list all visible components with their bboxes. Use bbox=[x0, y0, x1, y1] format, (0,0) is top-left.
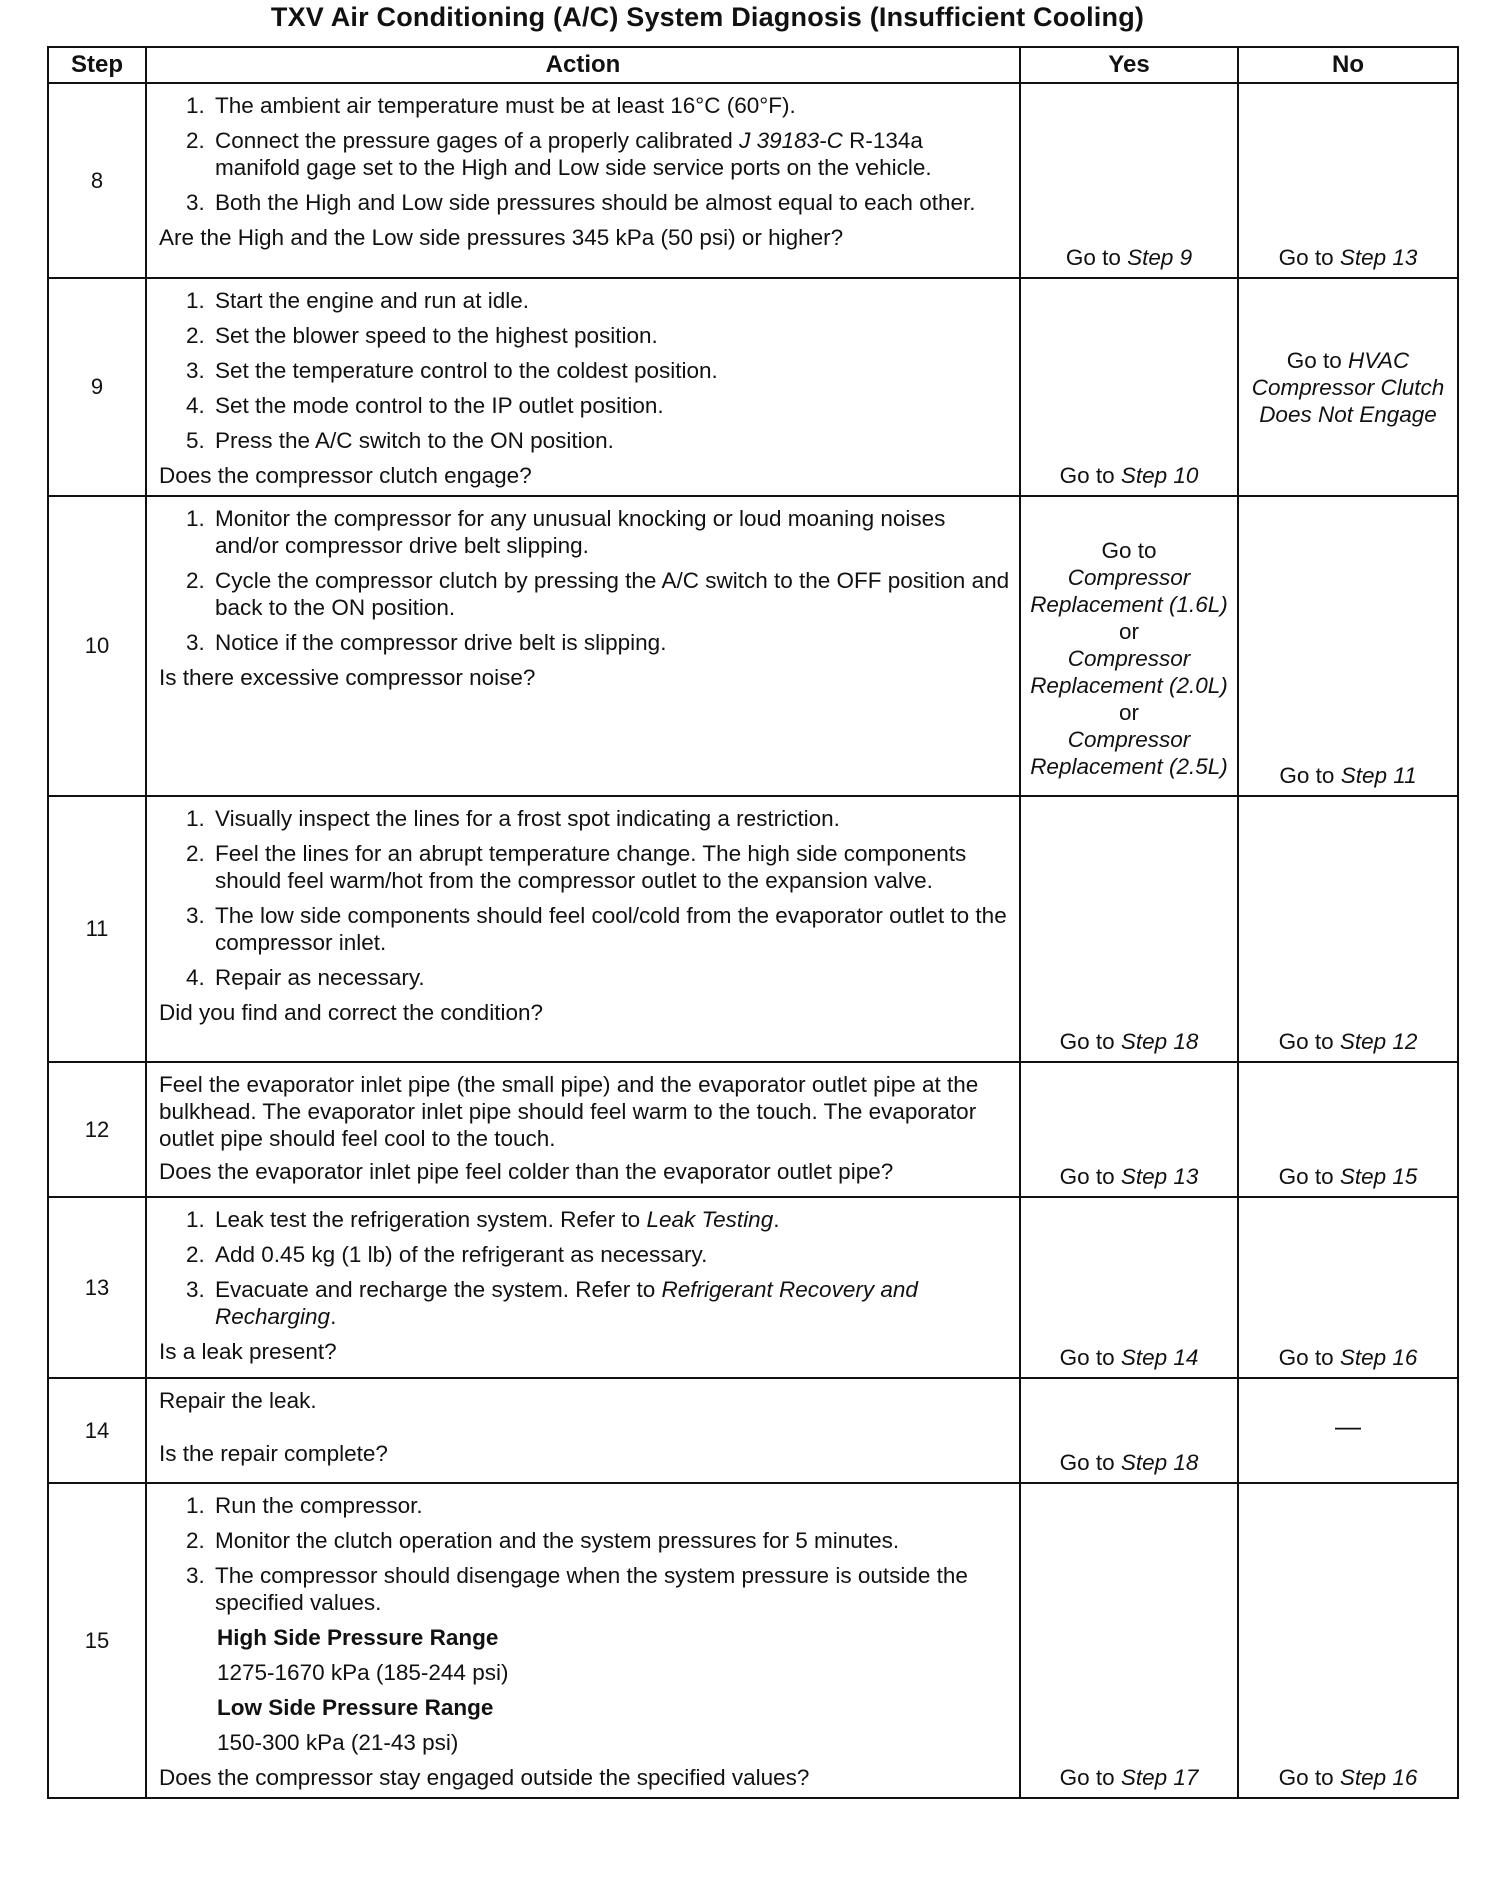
table-row bbox=[48, 1378, 1458, 1483]
list-item: 3. Evacuate and recharge the system. Refer to Refrigerant Recovery and Recharging. bbox=[211, 1276, 1013, 1330]
yes-cell: Go to Step 14 bbox=[1020, 1197, 1238, 1378]
low-side-label: Low Side Pressure Range bbox=[217, 1695, 494, 1720]
yes-cell: Go to Step 9 bbox=[1020, 83, 1238, 278]
procedure-link[interactable]: Compressor Replacement (1.6L) bbox=[1030, 565, 1228, 617]
table-row bbox=[48, 1483, 1458, 1798]
action-list bbox=[159, 505, 1013, 656]
action-cell bbox=[146, 83, 1020, 278]
question: Does the compressor stay engaged outside the specified values? bbox=[159, 1765, 810, 1790]
yes-cell: Go to Compressor Replacement (1.6L) or Compressor Replacement (2.0L) or Compressor Replacement (2.5L) bbox=[1020, 496, 1238, 796]
low-side-value: 150-300 kPa (21-43 psi) bbox=[217, 1730, 459, 1755]
list-item: 1. Run the compressor. bbox=[211, 1492, 1013, 1519]
yes-cell: Go to Step 18 bbox=[1020, 796, 1238, 1062]
step-link[interactable]: Step 15 bbox=[1339, 1164, 1418, 1189]
list-item: 2. Feel the lines for an abrupt temperature change. The high side components should feel warm/hot from the compressor outlet to the expansion valve. bbox=[211, 840, 1013, 894]
diagnosis-table bbox=[47, 46, 1459, 1799]
step-number: 8 bbox=[48, 83, 146, 278]
action-text: Repair the leak. bbox=[159, 1388, 317, 1413]
question: Is the repair complete? bbox=[159, 1441, 388, 1466]
procedure-link[interactable]: Compressor Replacement (2.5L) bbox=[1030, 727, 1228, 779]
table-row bbox=[48, 1062, 1458, 1197]
step-number: 14 bbox=[48, 1378, 146, 1483]
no-cell: Go to Step 12 bbox=[1238, 796, 1458, 1062]
list-item: 3. Notice if the compressor drive belt is slipping. bbox=[211, 629, 1013, 656]
question: Is a leak present? bbox=[159, 1339, 337, 1364]
step-number: 11 bbox=[48, 796, 146, 1062]
procedure-link[interactable]: Refrigerant Recovery and Recharging bbox=[215, 1277, 918, 1329]
list-item: 1. Monitor the compressor for any unusual knocking or loud moaning noises and/or compressor drive belt slipping. bbox=[211, 505, 1013, 559]
list-item: 1. Start the engine and run at idle. bbox=[211, 287, 1013, 314]
step-link[interactable]: Step 16 bbox=[1339, 1765, 1418, 1790]
step-link[interactable]: Step 18 bbox=[1120, 1029, 1199, 1054]
no-cell: Go to Step 11 bbox=[1238, 496, 1458, 796]
list-item: 3. The compressor should disengage when the system pressure is outside the specified values. bbox=[211, 1562, 1013, 1616]
step-number: 9 bbox=[48, 278, 146, 496]
list-item: 4. Repair as necessary. bbox=[211, 964, 1013, 991]
action-list bbox=[159, 805, 1013, 991]
list-item: 2. Connect the pressure gages of a properly calibrated J 39183-C R-134a manifold gage set to the High and Low side service ports on the vehicle. bbox=[211, 127, 1013, 181]
yes-cell: Go to Step 13 bbox=[1020, 1062, 1238, 1197]
action-cell bbox=[146, 278, 1020, 496]
step-link[interactable]: Step 13 bbox=[1120, 1164, 1199, 1189]
action-list bbox=[159, 1492, 1013, 1616]
not-applicable-dash: — bbox=[1335, 1411, 1361, 1441]
list-item: 1. Leak test the refrigeration system. Refer to Leak Testing. bbox=[211, 1206, 1013, 1233]
table-row bbox=[48, 796, 1458, 1062]
action-cell bbox=[146, 796, 1020, 1062]
question: Are the High and the Low side pressures 345 kPa (50 psi) or higher? bbox=[159, 225, 844, 250]
list-item: 3. The low side components should feel cool/cold from the evaporator outlet to the compressor inlet. bbox=[211, 902, 1013, 956]
list-item: 3. Set the temperature control to the coldest position. bbox=[211, 357, 1013, 384]
step-link[interactable]: Step 9 bbox=[1127, 245, 1193, 270]
list-item: 3. Both the High and Low side pressures should be almost equal to each other. bbox=[211, 189, 1013, 216]
action-cell bbox=[146, 1062, 1020, 1197]
step-number: 15 bbox=[48, 1483, 146, 1798]
action-text: Feel the evaporator inlet pipe (the small pipe) and the evaporator outlet pipe at the bulkhead. The evaporator inlet pipe should feel warm to the touch. The evaporator outlet pipe should feel cool to the touch. bbox=[159, 1072, 979, 1151]
list-item: 2. Cycle the compressor clutch by pressing the A/C switch to the OFF position and back to the ON position. bbox=[211, 567, 1013, 621]
yes-cell: Go to Step 18 bbox=[1020, 1378, 1238, 1483]
table-row bbox=[48, 496, 1458, 796]
header-no: No bbox=[1238, 47, 1458, 83]
page-title: TXV Air Conditioning (A/C) System Diagnosis (Insufficient Cooling) bbox=[270, 2, 1145, 32]
step-link[interactable]: Step 11 bbox=[1340, 763, 1417, 788]
table-row bbox=[48, 278, 1458, 496]
question: Is there excessive compressor noise? bbox=[159, 665, 536, 690]
yes-cell: Go to Step 10 bbox=[1020, 278, 1238, 496]
question: Did you find and correct the condition? bbox=[159, 1000, 543, 1025]
yes-cell: Go to Step 17 bbox=[1020, 1483, 1238, 1798]
question: Does the evaporator inlet pipe feel colder than the evaporator outlet pipe? bbox=[159, 1159, 894, 1184]
action-list bbox=[159, 287, 1013, 454]
step-link[interactable]: Step 13 bbox=[1339, 245, 1418, 270]
action-cell bbox=[146, 1378, 1020, 1483]
step-link[interactable]: Step 17 bbox=[1120, 1765, 1199, 1790]
table-row bbox=[48, 1197, 1458, 1378]
list-item: 1. Visually inspect the lines for a frost spot indicating a restriction. bbox=[211, 805, 1013, 832]
list-item: 4. Set the mode control to the IP outlet position. bbox=[211, 392, 1013, 419]
list-item: 2. Monitor the clutch operation and the system pressures for 5 minutes. bbox=[211, 1527, 1013, 1554]
list-item: 1. The ambient air temperature must be at least 16°C (60°F). bbox=[211, 92, 1013, 119]
no-cell bbox=[1238, 1378, 1458, 1483]
question: Does the compressor clutch engage? bbox=[159, 463, 532, 488]
table-header-row bbox=[48, 47, 1458, 83]
high-side-label: High Side Pressure Range bbox=[217, 1625, 499, 1650]
no-cell: Go to Step 16 bbox=[1238, 1197, 1458, 1378]
action-cell bbox=[146, 496, 1020, 796]
header-step: Step bbox=[48, 47, 146, 83]
list-item: 5. Press the A/C switch to the ON position. bbox=[211, 427, 1013, 454]
step-link[interactable]: Step 16 bbox=[1339, 1345, 1418, 1370]
action-cell bbox=[146, 1197, 1020, 1378]
high-side-value: 1275-1670 kPa (185-244 psi) bbox=[217, 1660, 509, 1685]
no-cell: Go to HVAC Compressor Clutch Does Not Engage bbox=[1238, 278, 1458, 496]
action-cell bbox=[146, 1483, 1020, 1798]
list-item: 2. Add 0.45 kg (1 lb) of the refrigerant as necessary. bbox=[211, 1241, 1013, 1268]
step-number: 10 bbox=[48, 496, 146, 796]
no-cell: Go to Step 13 bbox=[1238, 83, 1458, 278]
list-item: 2. Set the blower speed to the highest position. bbox=[211, 322, 1013, 349]
header-yes: Yes bbox=[1020, 47, 1238, 83]
step-link[interactable]: Step 14 bbox=[1120, 1345, 1199, 1370]
procedure-link[interactable]: Leak Testing bbox=[646, 1207, 774, 1232]
no-cell: Go to Step 16 bbox=[1238, 1483, 1458, 1798]
step-link[interactable]: Step 18 bbox=[1120, 1450, 1199, 1475]
step-link[interactable]: Step 10 bbox=[1120, 463, 1199, 488]
no-cell: Go to Step 15 bbox=[1238, 1062, 1458, 1197]
action-list bbox=[159, 1206, 1013, 1330]
step-number: 12 bbox=[48, 1062, 146, 1197]
procedure-link[interactable]: Compressor Replacement (2.0L) bbox=[1030, 646, 1228, 698]
procedure-link[interactable]: HVAC Compressor Clutch Does Not Engage bbox=[1251, 347, 1445, 427]
action-list bbox=[159, 92, 1013, 216]
step-link[interactable]: Step 12 bbox=[1339, 1029, 1418, 1054]
step-number: 13 bbox=[48, 1197, 146, 1378]
header-action: Action bbox=[146, 47, 1020, 83]
table-row bbox=[48, 83, 1458, 278]
